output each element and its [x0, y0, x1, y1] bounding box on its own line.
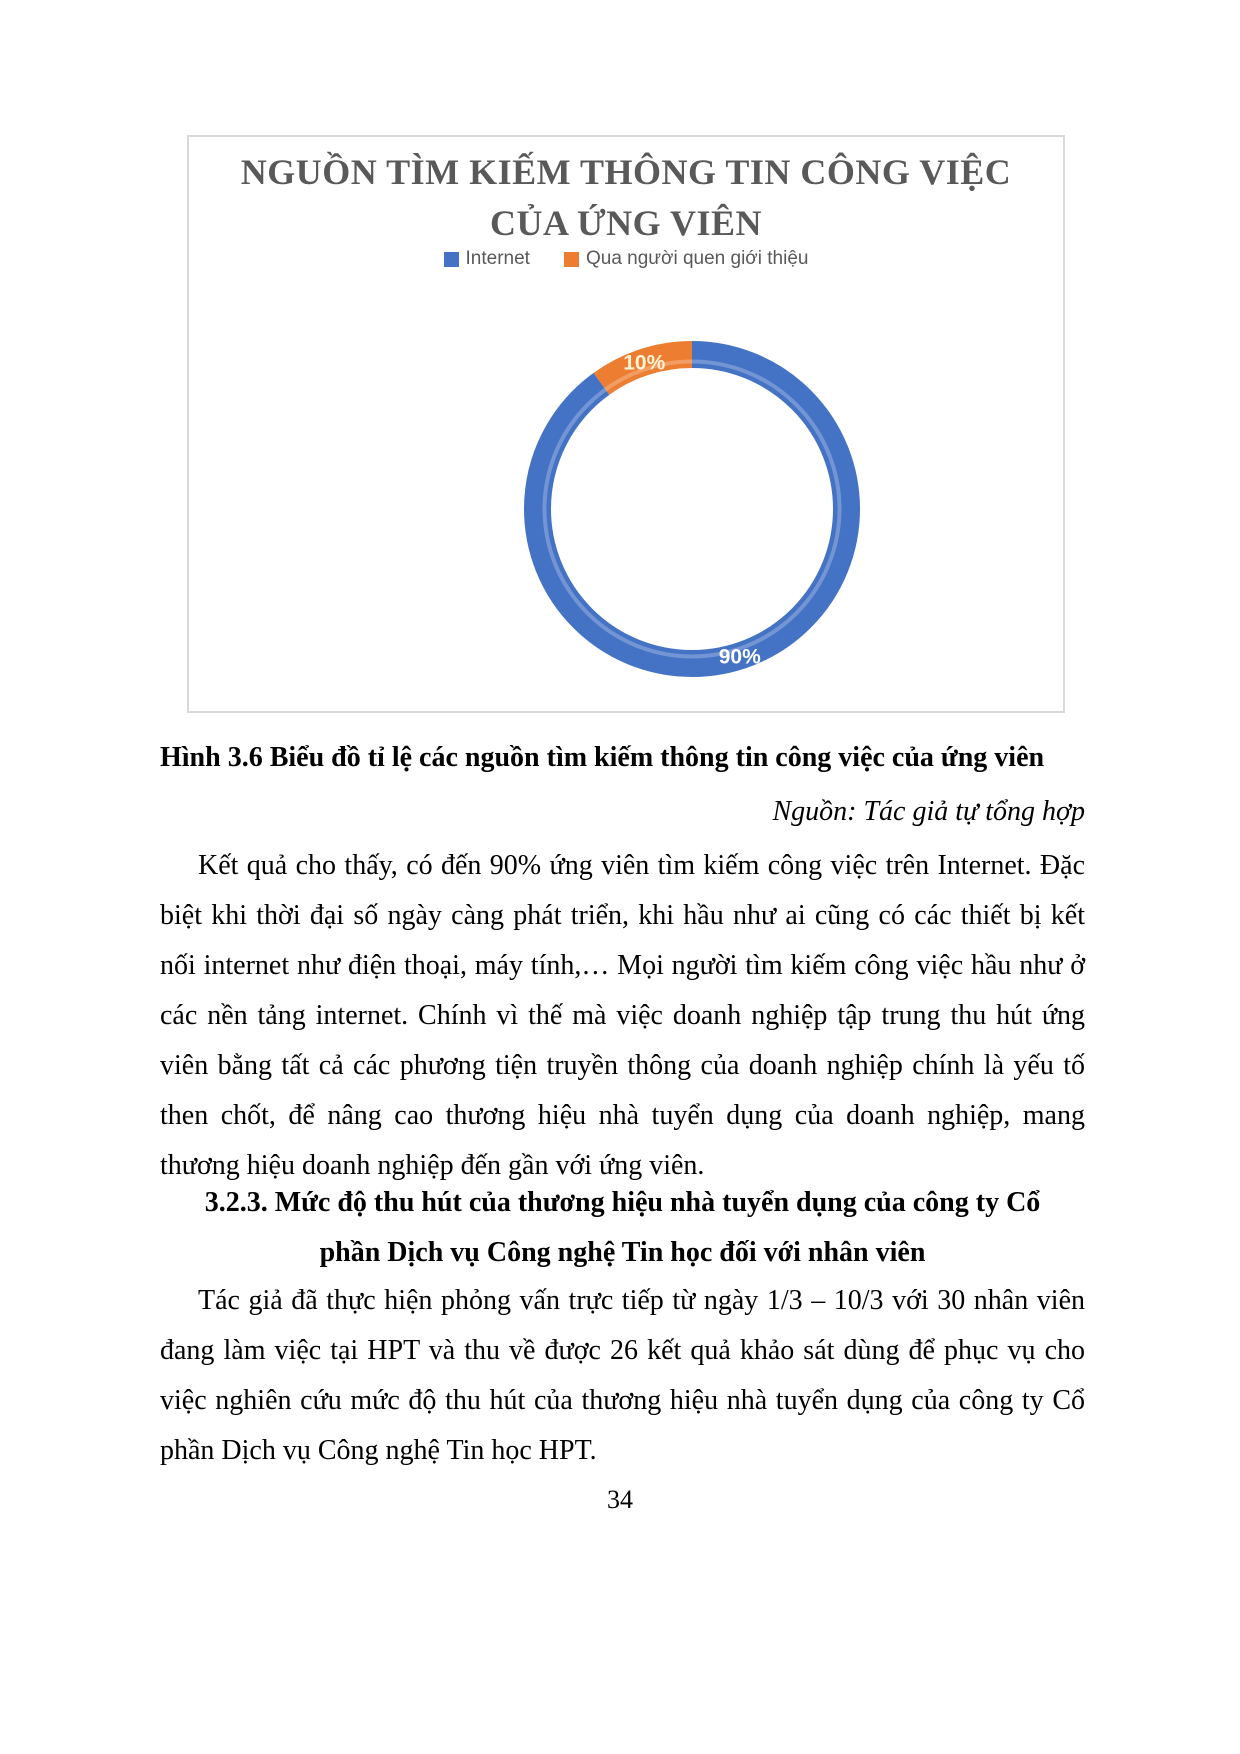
chart-title-line2: CỦA ỨNG VIÊN	[489, 203, 763, 243]
legend-item-internet	[444, 248, 530, 270]
legend-item-referral	[564, 248, 809, 270]
section-heading-line2: phần Dịch vụ Công nghệ Tin học đối với nhân viên	[319, 1237, 926, 1268]
chart-legend	[189, 248, 1063, 270]
donut-chart	[512, 329, 872, 689]
chart-title	[189, 147, 1063, 249]
chart-frame	[187, 135, 1065, 713]
figure-source: Nguồn: Tác giả tự tổng hợp	[772, 796, 1085, 827]
legend-swatch-referral	[564, 252, 579, 267]
donut-slice-0	[538, 355, 847, 664]
body-paragraph-1: Kết quả cho thấy, có đến 90% ứng viên tìm kiếm công việc trên Internet. Đặc biệt khi thời đại số ngày càng phát triển, khi hầu như ai cũng có các thiết bị kết nối internet như điện thoại, máy tính,… Mọi người tìm kiếm công việc hầu như ở các nền tảng internet. Chính vì thế mà việc doanh nghiệp tập trung thu hút ứng viên bằng tất cả các phương tiện truyền thông của doanh nghiệp chính là yếu tố then chốt, để nâng cao thương hiệu nhà tuyển dụng của doanh nghiệp, mang thương hiệu doanh nghiệp đến gần với ứng viên.	[160, 850, 1085, 1181]
donut-label-0: 90%	[718, 645, 761, 669]
chart-title-line1: NGUỒN TÌM KIẾM THÔNG TIN CÔNG VIỆC	[240, 152, 1012, 192]
legend-label-internet: Internet	[465, 248, 530, 269]
legend-swatch-internet	[444, 252, 459, 267]
page-number: 34	[607, 1485, 633, 1514]
legend-label-referral: Qua người quen giới thiệu	[585, 248, 809, 269]
section-heading-3-2-3	[160, 1178, 1085, 1278]
section-heading-line1: 3.2.3. Mức độ thu hút của thương hiệu nhà tuyển dụng của công ty Cổ	[204, 1187, 1041, 1218]
donut-highlight	[545, 362, 840, 657]
donut-label-1: 10%	[623, 351, 666, 375]
figure-caption: Hình 3.6 Biểu đồ tỉ lệ các nguồn tìm kiếm thông tin công việc của ứng viên	[160, 742, 1045, 773]
body-paragraph-2: Tác giả đã thực hiện phỏng vấn trực tiếp từ ngày 1/3 – 10/3 với 30 nhân viên đang làm việc tại HPT và thu về được 26 kết quả khảo sát dùng để phục vụ cho việc nghiên cứu mức độ thu hút của thương hiệu nhà tuyển dụng của công ty Cổ phần Dịch vụ Công nghệ Tin học HPT.	[160, 1285, 1085, 1466]
